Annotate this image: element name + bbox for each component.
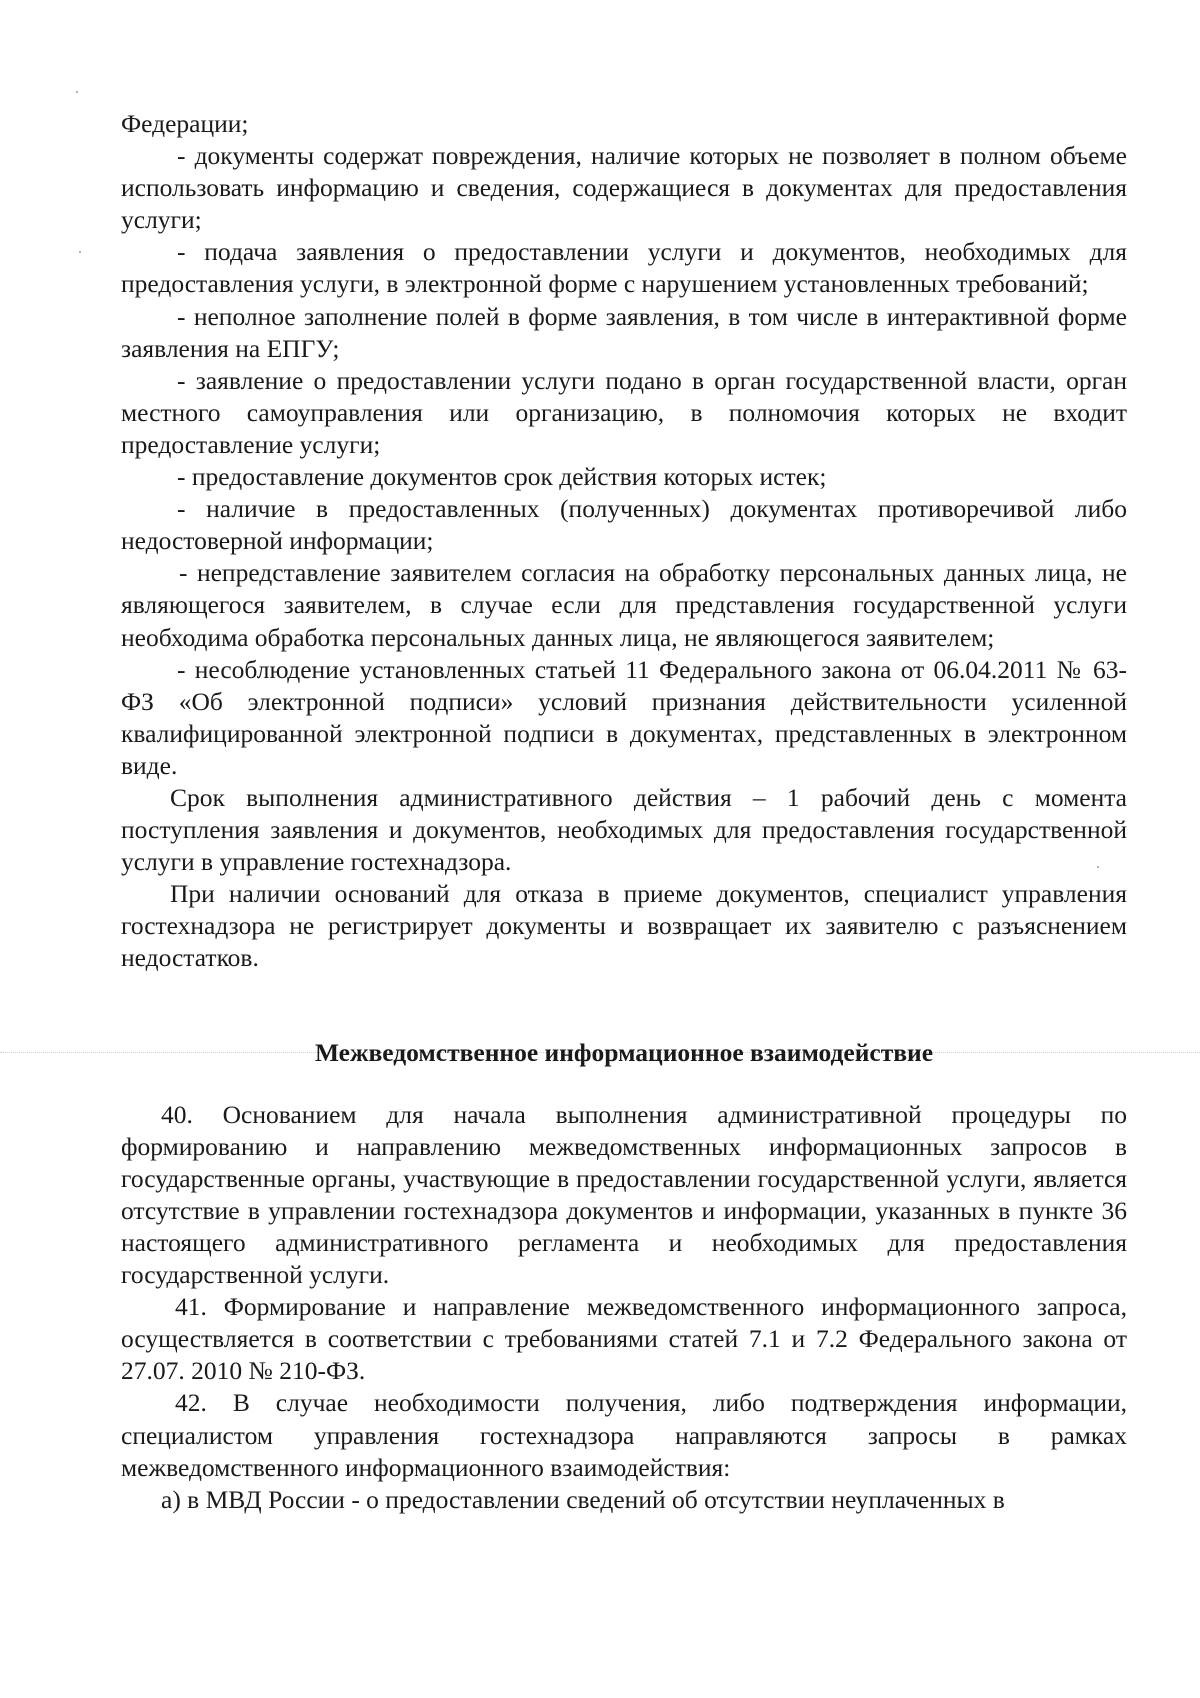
section-heading: Межведомственное информационное взаимодействие: [314, 1037, 934, 1067]
paragraph-42-a: а) в МВД России - о предоставлении сведений об отсутствии неуплаченных в: [161, 1484, 1005, 1514]
document-body: [121, 108, 1127, 1516]
paragraph-personal-data-consent: - непредставление заявителем согласия на обработку персональных данных лица, не являющегося заявителем, в случае если для представления государственной услуги необходима обработка персональных данных лица, не являющегося заявителем;: [121, 558, 1127, 652]
paragraph-expired-documents: - предоставление документов срок действия которых истек;: [177, 462, 827, 492]
paragraph-electronic-submission: - подача заявления о предоставлении услуги и документов, необходимых для предоставления услуги, в электронной форме с нарушением установленных требований;: [121, 237, 1127, 299]
paragraph-electronic-signature: - несоблюдение установленных статьей 11 Федерального закона от 06.04.2011 № 63-ФЗ «Об электронной подписи» условий признания действительности усиленной квалифицированной электронной подписи в документах, представленных в электронном виде.: [121, 654, 1127, 780]
paragraph-wrong-authority: - заявление о предоставлении услуги подано в орган государственной власти, орган местного самоуправления или организацию, в полномочия которых не входит предоставление услуги;: [121, 365, 1127, 459]
paragraph-continuation: Федерации;: [121, 109, 249, 138]
scan-speck: [76, 91, 78, 93]
paragraph-40: 40. Основанием для начала выполнения административной процедуры по формированию и направлению межведомственных информационных запросов в государственные органы, участвующие в предоставлении государственной услуги, является отсутствие в управлении гостехнадзора документов и информации, указанных в пункте 36 настоящего административного регламента и необходимых для предоставления государственной услуги.: [121, 1099, 1127, 1290]
paragraph-41: 41. Формирование и направление межведомственного информационного запроса, осуществляется в соответствии с требованиями статей 7.1 и 7.2 Федерального закона от 27.07. 2010 № 210-ФЗ.: [121, 1292, 1127, 1386]
paragraph-42: 42. В случае необходимости получения, либо подтверждения информации, специалистом управления гостехнадзора направляются запросы в рамках межведомственного информационного взаимодействия:: [121, 1388, 1127, 1482]
scan-speck: [79, 251, 81, 253]
paragraph-refusal-grounds: При наличии оснований для отказа в приеме документов, специалист управления гостехнадзора не регистрирует документы и возвращает их заявителю с разъяснением недостатков.: [121, 879, 1127, 973]
paragraph-damaged-documents: - документы содержат повреждения, наличие которых не позволяет в полном объеме использовать информацию и сведения, содержащиеся в документах для предоставления услуги;: [121, 141, 1127, 235]
paragraph-incomplete-form: - неполное заполнение полей в форме заявления, в том числе в интерактивной форме заявления на ЕПГУ;: [121, 301, 1127, 363]
paragraph-contradictory-info: - наличие в предоставленных (полученных) документах противоречивой либо недостоверной информации;: [121, 494, 1127, 556]
paragraph-execution-term: Срок выполнения административного действия – 1 рабочий день с момента поступления заявления и документов, необходимых для предоставления государственной услуги в управление гостехнадзора.: [121, 782, 1127, 877]
